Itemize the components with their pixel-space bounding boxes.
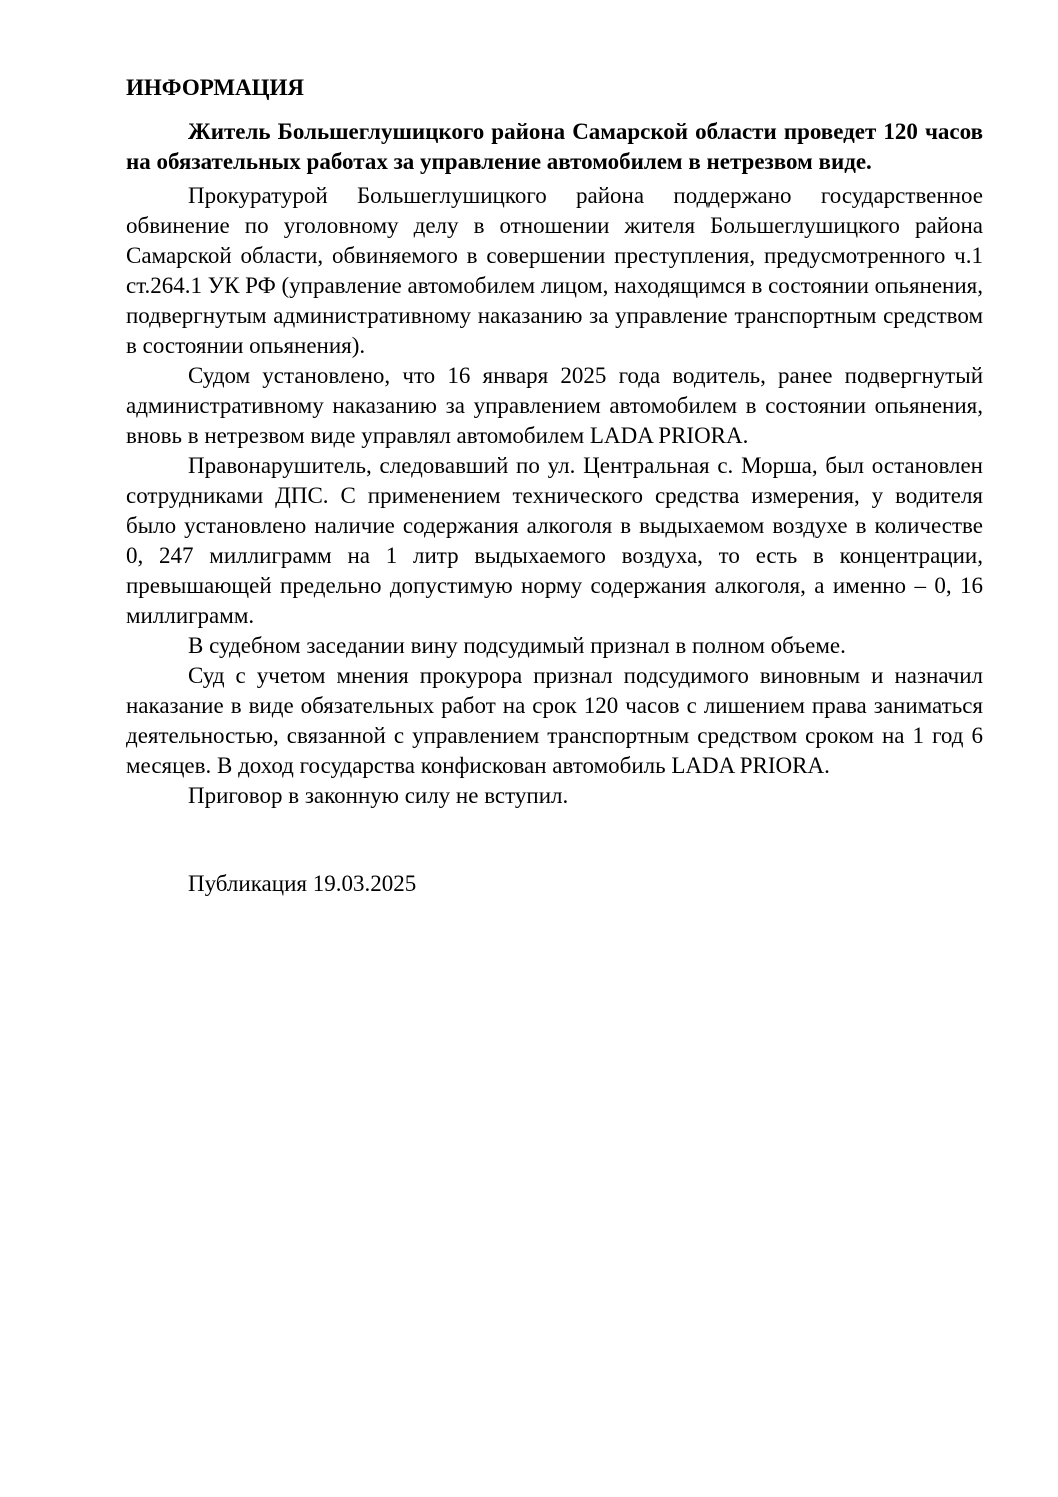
paragraph-guilt-admission: В судебном заседании вину подсудимый признал в полном объеме.	[188, 633, 846, 658]
publication-date: Публикация 19.03.2025	[188, 871, 417, 896]
paragraph-court-findings: Судом установлено, что 16 января 2025 года водитель, ранее подвергнутый административному наказанию за управлением автомобилем в состоянии опьянения, вновь в нетрезвом виде управлял автомобилем LADA PRIORA.	[126, 363, 983, 448]
document-heading: ИНФОРМАЦИЯ	[126, 75, 305, 100]
document-body	[126, 73, 983, 899]
paragraph-prosecution: Прокуратурой Большеглушицкого района поддержано государственное обвинение по уголовному делу в отношении жителя Большеглушицкого района Самарской области, обвиняемого в совершении преступления, предусмотренного ч.1 ст.264.1 УК РФ (управление автомобилем лицом, находящимся в состоянии опьянения, подвергнутым административному наказанию за управление транспортным средством в состоянии опьянения).	[126, 183, 983, 358]
paragraph-offense-details: Правонарушитель, следовавший по ул. Центральная с. Морша, был остановлен сотрудниками ДПС. С применением технического средства измерения, у водителя было установлено наличие содержания алкоголя в выдыхаемом воздухе в количестве 0, 247 миллиграмм на 1 литр выдыхаемого воздуха, то есть в концентрации, превышающей предельно допустимую норму содержания алкоголя, а именно – 0, 16 миллиграмм.	[126, 453, 983, 628]
paragraph-verdict-status: Приговор в законную силу не вступил.	[188, 783, 569, 808]
paragraph-sentence: Суд с учетом мнения прокурора признал подсудимого виновным и назначил наказание в виде обязательных работ на срок 120 часов с лишением права заниматься деятельностью, связанной с управлением транспортным средством сроком на 1 год 6 месяцев. В доход государства конфискован автомобиль LADA PRIORA.	[126, 663, 983, 778]
document-subtitle: Житель Большеглушицкого района Самарской области проведет 120 часов на обязательных работах за управление автомобилем в нетрезвом виде.	[126, 119, 983, 174]
